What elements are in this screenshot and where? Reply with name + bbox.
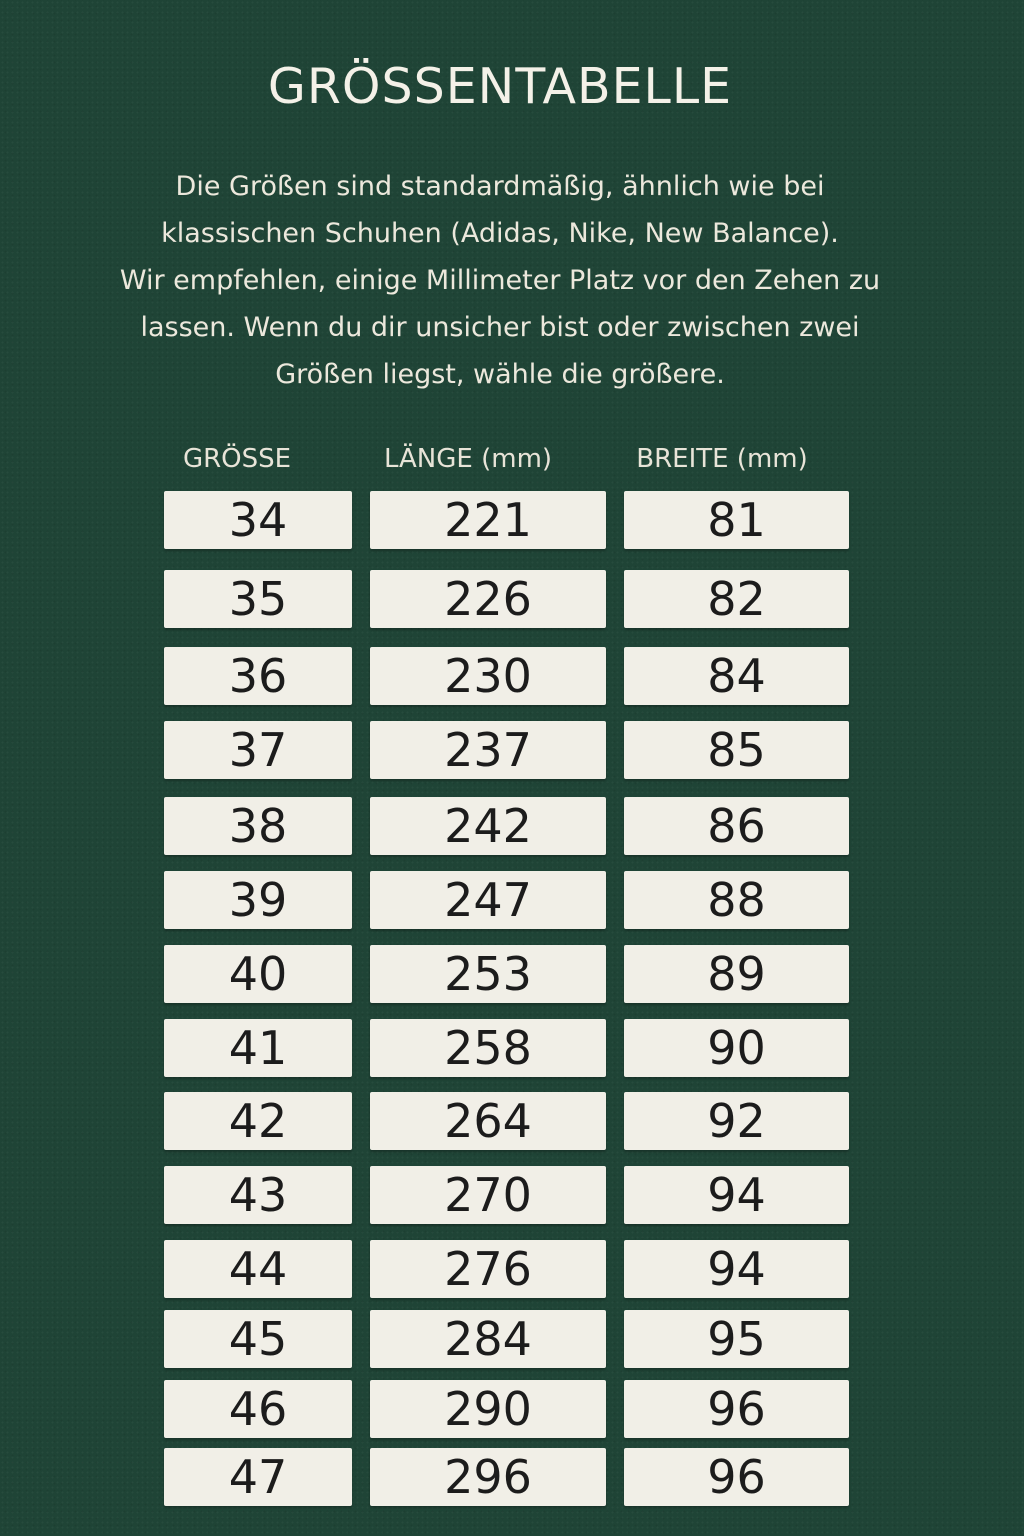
table-row — [0, 721, 1024, 779]
cell-width: 85 — [624, 721, 849, 779]
cell-size: 45 — [164, 1310, 352, 1368]
cell-size: 37 — [164, 721, 352, 779]
cell-width: 86 — [624, 797, 849, 855]
intro-line: lassen. Wenn du dir unsicher bist oder zwischen zwei — [140, 312, 860, 343]
cell-width: 89 — [624, 945, 849, 1003]
cell-size: 36 — [164, 647, 352, 705]
cell-length: 237 — [370, 721, 606, 779]
cell-size: 35 — [164, 570, 352, 628]
cell-width: 96 — [624, 1380, 849, 1438]
header-length: LÄNGE (mm) — [383, 444, 553, 474]
cell-size: 40 — [164, 945, 352, 1003]
cell-width: 81 — [624, 491, 849, 549]
table-row — [0, 491, 1024, 549]
table-row — [0, 647, 1024, 705]
intro-line: Wir empfehlen, einige Millimeter Platz vor den Zehen zu — [119, 265, 881, 296]
cell-width: 96 — [624, 1448, 849, 1506]
header-size: GRÖSSE — [182, 444, 292, 474]
header-width: BREITE (mm) — [636, 444, 808, 474]
table-row — [0, 1240, 1024, 1298]
cell-width: 88 — [624, 871, 849, 929]
cell-size: 39 — [164, 871, 352, 929]
cell-width: 84 — [624, 647, 849, 705]
cell-length: 258 — [370, 1019, 606, 1077]
cell-length: 226 — [370, 570, 606, 628]
cell-length: 284 — [370, 1310, 606, 1368]
cell-length: 270 — [370, 1166, 606, 1224]
table-row — [0, 871, 1024, 929]
cell-size: 46 — [164, 1380, 352, 1438]
cell-size: 42 — [164, 1092, 352, 1150]
cell-width: 95 — [624, 1310, 849, 1368]
cell-width: 90 — [624, 1019, 849, 1077]
intro-line: klassischen Schuhen (Adidas, Nike, New Balance). — [161, 218, 839, 249]
table-row — [0, 797, 1024, 855]
cell-length: 247 — [370, 871, 606, 929]
table-row — [0, 1380, 1024, 1438]
cell-length: 290 — [370, 1380, 606, 1438]
table-row — [0, 945, 1024, 1003]
table-row — [0, 1310, 1024, 1368]
cell-width: 94 — [624, 1240, 849, 1298]
cell-size: 34 — [164, 491, 352, 549]
cell-length: 296 — [370, 1448, 606, 1506]
table-row — [0, 1092, 1024, 1150]
table-row — [0, 1166, 1024, 1224]
intro-line: Die Größen sind standardmäßig, ähnlich wie bei — [175, 171, 825, 202]
cell-length: 221 — [370, 491, 606, 549]
cell-length: 253 — [370, 945, 606, 1003]
cell-size: 47 — [164, 1448, 352, 1506]
table-row — [0, 570, 1024, 628]
cell-length: 242 — [370, 797, 606, 855]
cell-length: 264 — [370, 1092, 606, 1150]
cell-length: 230 — [370, 647, 606, 705]
page-title: GRÖSSENTABELLE — [267, 58, 733, 115]
cell-width: 94 — [624, 1166, 849, 1224]
cell-size: 43 — [164, 1166, 352, 1224]
table-row — [0, 1448, 1024, 1506]
cell-size: 38 — [164, 797, 352, 855]
cell-length: 276 — [370, 1240, 606, 1298]
intro-line: Größen liegst, wähle die größere. — [275, 359, 725, 390]
intro-text — [40, 163, 960, 398]
cell-size: 44 — [164, 1240, 352, 1298]
table-row — [0, 1019, 1024, 1077]
cell-size: 41 — [164, 1019, 352, 1077]
cell-width: 82 — [624, 570, 849, 628]
cell-width: 92 — [624, 1092, 849, 1150]
